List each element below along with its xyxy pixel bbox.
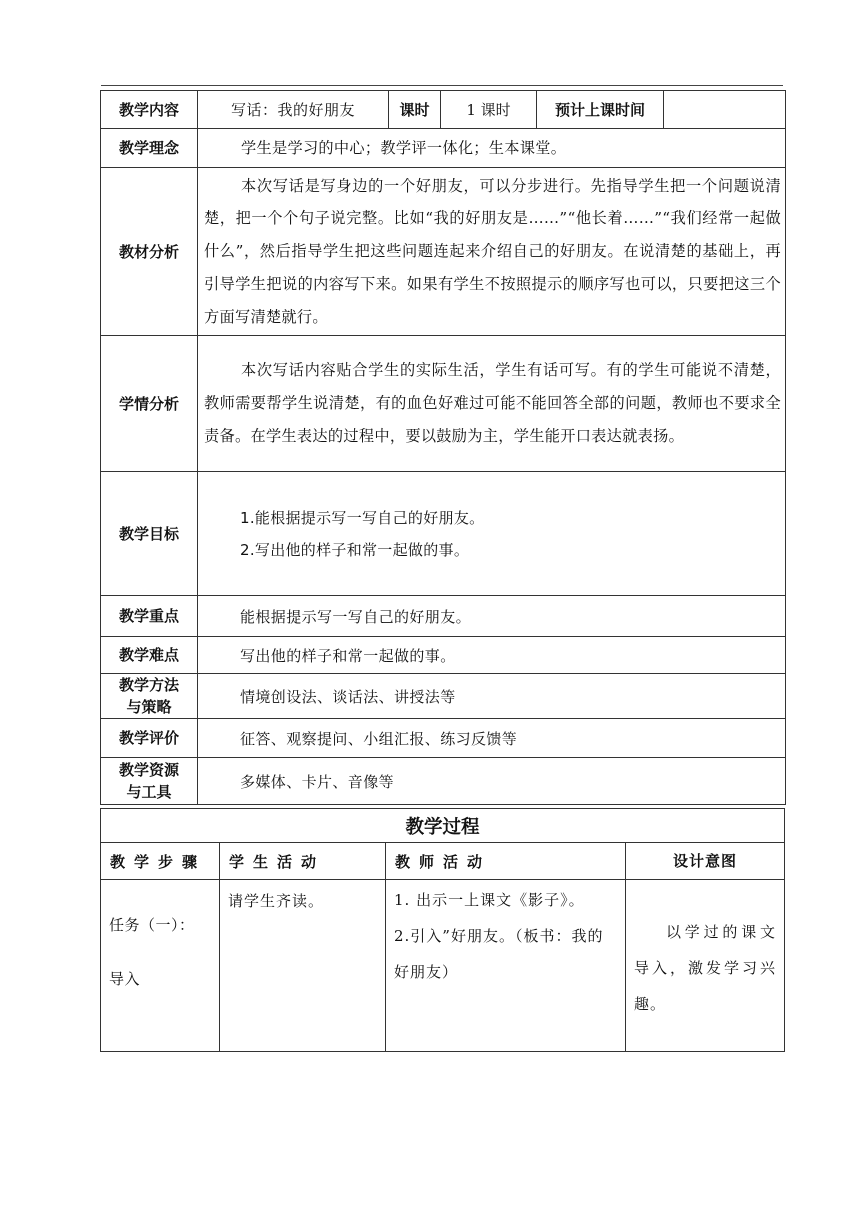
methods-label bbox=[101, 674, 198, 719]
process-title: 教学过程 bbox=[101, 809, 785, 843]
methods-label-line2: 与策略 bbox=[126, 698, 172, 716]
header-rule bbox=[101, 85, 783, 86]
scheduled-label: 预计上课时间 bbox=[537, 91, 664, 129]
header-step: 教学步骤 bbox=[101, 843, 220, 880]
teaching-process-table bbox=[100, 808, 785, 1052]
students-text: 本次写话内容贴合学生的实际生活，学生有话可写。有的学生可能说不清楚，教师需要帮学生说清楚，有的血色好难过可能不能回答全部的问题，教师也不要求全责备。在学生表达的过程中，要以鼓励为主，学生能开口表达就表扬。 bbox=[198, 336, 786, 472]
lesson-info-table bbox=[100, 90, 786, 805]
philosophy-text: 学生是学习的中心；教学评一体化；生本课堂。 bbox=[198, 129, 786, 168]
header-student: 学生活动 bbox=[220, 843, 386, 880]
evaluation-text: 征答、观察提问、小组汇报、练习反馈等 bbox=[198, 719, 786, 758]
material-text: 本次写话是写身边的一个好朋友，可以分步进行。先指导学生把一个问题说清楚，把一个个句子说完整。比如“我的好朋友是……”“他长着……”“我们经常一起做什么”，然后指导学生把这些问题连起来介绍自己的好朋友。在说清楚的基础上，再引导学生把说的内容写下来。如果有学生不按照提示的顺序写也可以，只要把这三个方面写清楚就行。 bbox=[198, 168, 786, 336]
teacher-line2: 2.引入”好朋友。（板书：我的好朋友） bbox=[394, 927, 604, 981]
evaluation-label: 教学评价 bbox=[101, 719, 198, 758]
material-label: 教材分析 bbox=[101, 168, 198, 336]
header-teacher: 教师活动 bbox=[386, 843, 626, 880]
scheduled-value bbox=[664, 91, 786, 129]
header-intent: 设计意图 bbox=[626, 843, 785, 880]
step-line2: 导入 bbox=[109, 970, 141, 988]
key-points-text: 能根据提示写一写自己的好朋友。 bbox=[198, 596, 786, 637]
teacher-activity bbox=[386, 880, 626, 1052]
resources-label-line1: 教学资源 bbox=[118, 761, 179, 779]
difficulties-text: 写出他的样子和常一起做的事。 bbox=[198, 637, 786, 674]
goals-label: 教学目标 bbox=[101, 472, 198, 596]
resources-text: 多媒体、卡片、音像等 bbox=[198, 758, 786, 805]
content-label: 教学内容 bbox=[101, 91, 198, 129]
resources-label-line2: 与工具 bbox=[126, 783, 172, 801]
difficulties-label: 教学难点 bbox=[101, 637, 198, 674]
period-label: 课时 bbox=[389, 91, 441, 129]
goals-list bbox=[198, 472, 786, 596]
step-line1: 任务（一）： bbox=[109, 916, 195, 934]
goal-item-2: 2.写出他的样子和常一起做的事。 bbox=[240, 540, 470, 559]
goal-item-1: 1.能根据提示写一写自己的好朋友。 bbox=[240, 508, 485, 527]
philosophy-label: 教学理念 bbox=[101, 129, 198, 168]
key-points-label: 教学重点 bbox=[101, 596, 198, 637]
methods-label-line1: 教学方法 bbox=[118, 676, 179, 694]
methods-text: 情境创设法、谈话法、讲授法等 bbox=[198, 674, 786, 719]
period-value: 1 课时 bbox=[441, 91, 537, 129]
teacher-line1: 1. 出示一上课文《影子》。 bbox=[394, 891, 585, 909]
student-activity: 请学生齐读。 bbox=[220, 880, 386, 1052]
content-value: 写话：我的好朋友 bbox=[198, 91, 389, 129]
resources-label bbox=[101, 758, 198, 805]
step-cell bbox=[101, 880, 220, 1052]
design-intent: 以学过的课文导入，激发学习兴趣。 bbox=[626, 880, 785, 1052]
students-label: 学情分析 bbox=[101, 336, 198, 472]
